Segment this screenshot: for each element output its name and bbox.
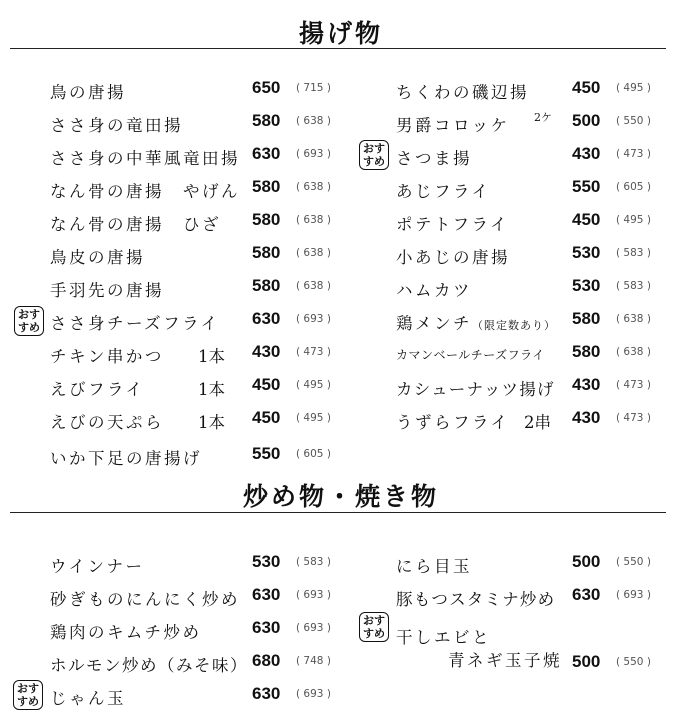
price: 550 (252, 444, 281, 463)
tax-price: ( 715 ) (296, 82, 331, 94)
price: 550 (572, 177, 601, 196)
limited-note: （限定数あり） (472, 319, 556, 332)
fried-section-divider (10, 48, 666, 49)
price: 450 (572, 78, 601, 97)
quantity: 2ケ (534, 111, 552, 124)
tax-price: ( 473 ) (296, 346, 331, 358)
recommend-badge: おす すめ (359, 612, 389, 642)
tax-price: ( 638 ) (296, 181, 331, 193)
tax-price: ( 693 ) (296, 688, 331, 700)
price: 580 (572, 309, 601, 328)
tax-price: ( 583 ) (616, 280, 651, 292)
tax-price: ( 605 ) (296, 448, 331, 460)
tax-price: ( 495 ) (296, 412, 331, 424)
price: 430 (572, 408, 601, 427)
price: 580 (252, 276, 281, 295)
tax-price: ( 605 ) (616, 181, 651, 193)
price: 530 (572, 243, 601, 262)
recommend-badge: おす すめ (359, 140, 389, 170)
stirfry-section-divider (10, 512, 666, 513)
price: 630 (252, 618, 281, 637)
price: 500 (572, 111, 601, 130)
fried-section-title: 揚げ物 (298, 19, 383, 48)
tax-price: ( 693 ) (296, 622, 331, 634)
price: 450 (572, 210, 601, 229)
tax-price: ( 638 ) (296, 280, 331, 292)
tax-price: ( 693 ) (296, 589, 331, 601)
price: 630 (252, 144, 281, 163)
tax-price: ( 693 ) (296, 313, 331, 325)
price: 430 (252, 342, 281, 361)
price: 630 (252, 585, 281, 604)
stirfry-section-title: 炒め物・焼き物 (242, 482, 439, 511)
price: 580 (252, 111, 281, 130)
quantity: 1本 (198, 347, 225, 366)
tax-price: ( 638 ) (296, 247, 331, 259)
price: 630 (252, 684, 281, 703)
price: 580 (572, 342, 601, 361)
price: 680 (252, 651, 281, 670)
price: 580 (252, 177, 281, 196)
price: 580 (252, 210, 281, 229)
price: 500 (572, 652, 601, 671)
tax-price: ( 748 ) (296, 655, 331, 667)
price: 650 (252, 78, 281, 97)
tax-price: ( 495 ) (616, 82, 651, 94)
tax-price: ( 638 ) (616, 313, 651, 325)
quantity: 1本 (198, 380, 225, 399)
price: 450 (252, 375, 281, 394)
tax-price: ( 583 ) (616, 247, 651, 259)
price: 580 (252, 243, 281, 262)
price: 430 (572, 375, 601, 394)
price: 630 (572, 585, 601, 604)
price: 630 (252, 309, 281, 328)
price: 530 (252, 552, 281, 571)
tax-price: ( 638 ) (296, 214, 331, 226)
quantity: 2串 (524, 413, 551, 432)
recommend-badge: おす すめ (14, 306, 44, 336)
quantity: 1本 (198, 413, 225, 432)
tax-price: ( 550 ) (616, 556, 651, 568)
tax-price: ( 473 ) (616, 412, 651, 424)
tax-price: ( 473 ) (616, 379, 651, 391)
recommend-badge: おす すめ (13, 680, 43, 710)
tax-price: ( 638 ) (296, 115, 331, 127)
tax-price: ( 473 ) (616, 148, 651, 160)
tax-price: ( 583 ) (296, 556, 331, 568)
tax-price: ( 638 ) (616, 346, 651, 358)
tax-price: ( 693 ) (296, 148, 331, 160)
tax-price: ( 550 ) (616, 115, 651, 127)
price: 430 (572, 144, 601, 163)
tax-price: ( 550 ) (616, 656, 651, 668)
menu-item-name-line2: 青ネギ玉子焼 (448, 651, 562, 670)
price: 450 (252, 408, 281, 427)
tax-price: ( 693 ) (616, 589, 651, 601)
tax-price: ( 495 ) (296, 379, 331, 391)
price: 500 (572, 552, 601, 571)
price: 530 (572, 276, 601, 295)
tax-price: ( 495 ) (616, 214, 651, 226)
